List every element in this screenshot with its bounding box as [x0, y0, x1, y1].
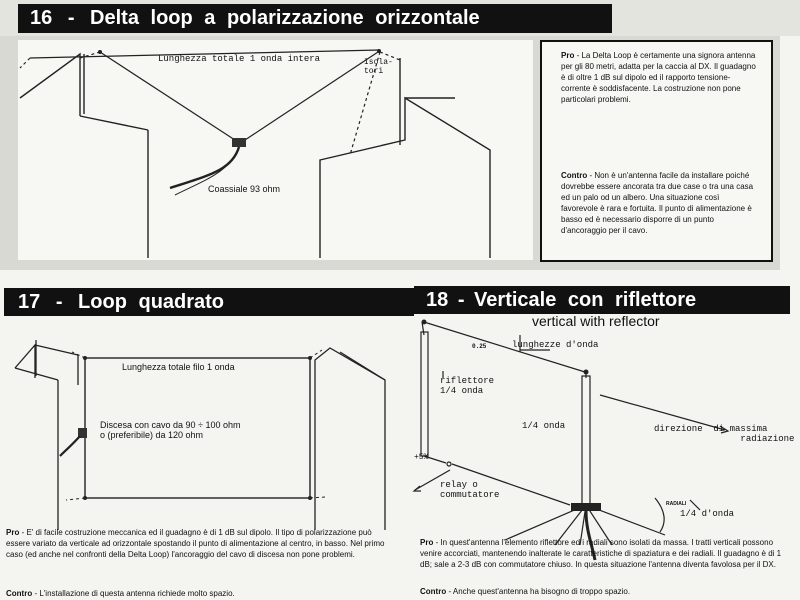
section18-feed-insulator — [571, 503, 601, 511]
section18-label-direction: direzione di massima radiazione — [654, 424, 795, 445]
section17-contro-label: Contro — [6, 589, 33, 598]
section16-contro-label: Contro — [561, 171, 588, 180]
section18-label-spacing-value: 0.25 — [472, 343, 487, 350]
section18-contro-label: Contro — [420, 587, 447, 596]
section17-pro-text: - E' di facile costruzione meccanica ed il guadagno è di 1 dB sul dipolo. Il tipo di polarizzazione può essere variato da verticale ad orizzontale spostando il punto di alimentazione al centro, in basso. Nel primo caso (ed anche nel confronti della Delta Loop) l'ancoraggio del cavo di discesa non pone problemi. — [6, 528, 385, 559]
section17-label-cable: Discesa con cavo da 90 ÷ 100 ohm o (preferibile) da 120 ohm — [100, 420, 241, 441]
section18-contro-text: - Anche quest'antenna ha bisogno di troppo spazio. — [446, 587, 631, 596]
section16-number: 16 — [30, 7, 53, 29]
section16-label-insulators: Isola- tori — [364, 58, 393, 77]
section16-pro-text: - La Delta Loop è certamente una signora antenna per gli 80 metri, adatta per la caccia al DX. Il guadagno è di oltre 1 dB sul dipolo ed il rapporto tensione-corrente è soddisfacente. La costruzione non pone particolari problemi. — [561, 51, 756, 104]
section16-title: Delta loop a polarizzazione orizzontale — [90, 7, 480, 29]
section18-label-relay: relay o commutatore — [440, 480, 500, 501]
section16-pro-label: Pro — [561, 51, 575, 60]
section18-label-radial: RADIALI — [666, 501, 687, 507]
section18-subtitle: vertical with reflector — [532, 313, 660, 329]
section17-dash: - — [55, 291, 63, 313]
section18-label-quarter: 1/4 onda — [522, 421, 566, 431]
section17-number: 17 — [18, 291, 41, 313]
section18-label-percent: +5% — [414, 453, 429, 462]
section16-dash: - — [67, 7, 75, 29]
section16-contro-text: - Non è un'antenna facile da installare poiché dovrebbe essere ancorata tra due case o tra una casa ed un palo od un albero. Una situazione così favorevole è rara e fortuita. Il punto di alimentazione è basso ed è necessario disporre di un punto d'ancoraggio per il cavo. — [561, 171, 754, 235]
section16-header — [18, 4, 612, 33]
section18-label-reflector: riflettore 1/4 onda — [440, 376, 495, 397]
section18-number: 18 — [426, 289, 449, 311]
section16-text-box — [540, 40, 773, 262]
section17-contro-text: - L'installazione di questa antenna richiede molto spazio. — [32, 589, 235, 598]
section17-header — [4, 288, 414, 316]
section16-diagram — [18, 40, 533, 260]
section18-pro-text: - In quest'antenna l'elemento riflettore ed i radiali sono isolati da massa. I tratti verticali possono venire accorciati, mantenendo inalterate le caratteristiche di spaziatura e dei radiali. Il guadagno è di 1 dB; sale a 2-3 dB con commutatore chiuso. In questa situazione l'antenna diventa favolosa per il DX. — [420, 538, 782, 569]
section16-pro — [561, 50, 757, 105]
section17-contro — [6, 588, 386, 599]
section18-pro-label: Pro — [420, 538, 434, 547]
section17-label-length: Lunghezza totale filo 1 onda — [122, 362, 235, 372]
section18-header — [414, 286, 790, 314]
section18-title: Verticale con riflettore — [474, 289, 697, 311]
section18-contro — [420, 586, 792, 597]
section18-label-spacing: lunghezze d'onda — [512, 340, 599, 350]
section16-label-length: Lunghezza totale 1 onda intera — [158, 54, 321, 64]
section16-feed-insulator — [232, 138, 246, 147]
section16-contro — [561, 170, 757, 236]
section18-dash: - — [457, 289, 465, 311]
section18-pro — [420, 537, 792, 570]
section17-title: Loop quadrato — [78, 291, 225, 313]
section17-pro-label: Pro — [6, 528, 20, 537]
section17-pro — [6, 527, 386, 560]
section18-label-radial-len: 1/4 d'onda — [680, 509, 735, 519]
section16-label-coax: Coassiale 93 ohm — [208, 184, 281, 194]
